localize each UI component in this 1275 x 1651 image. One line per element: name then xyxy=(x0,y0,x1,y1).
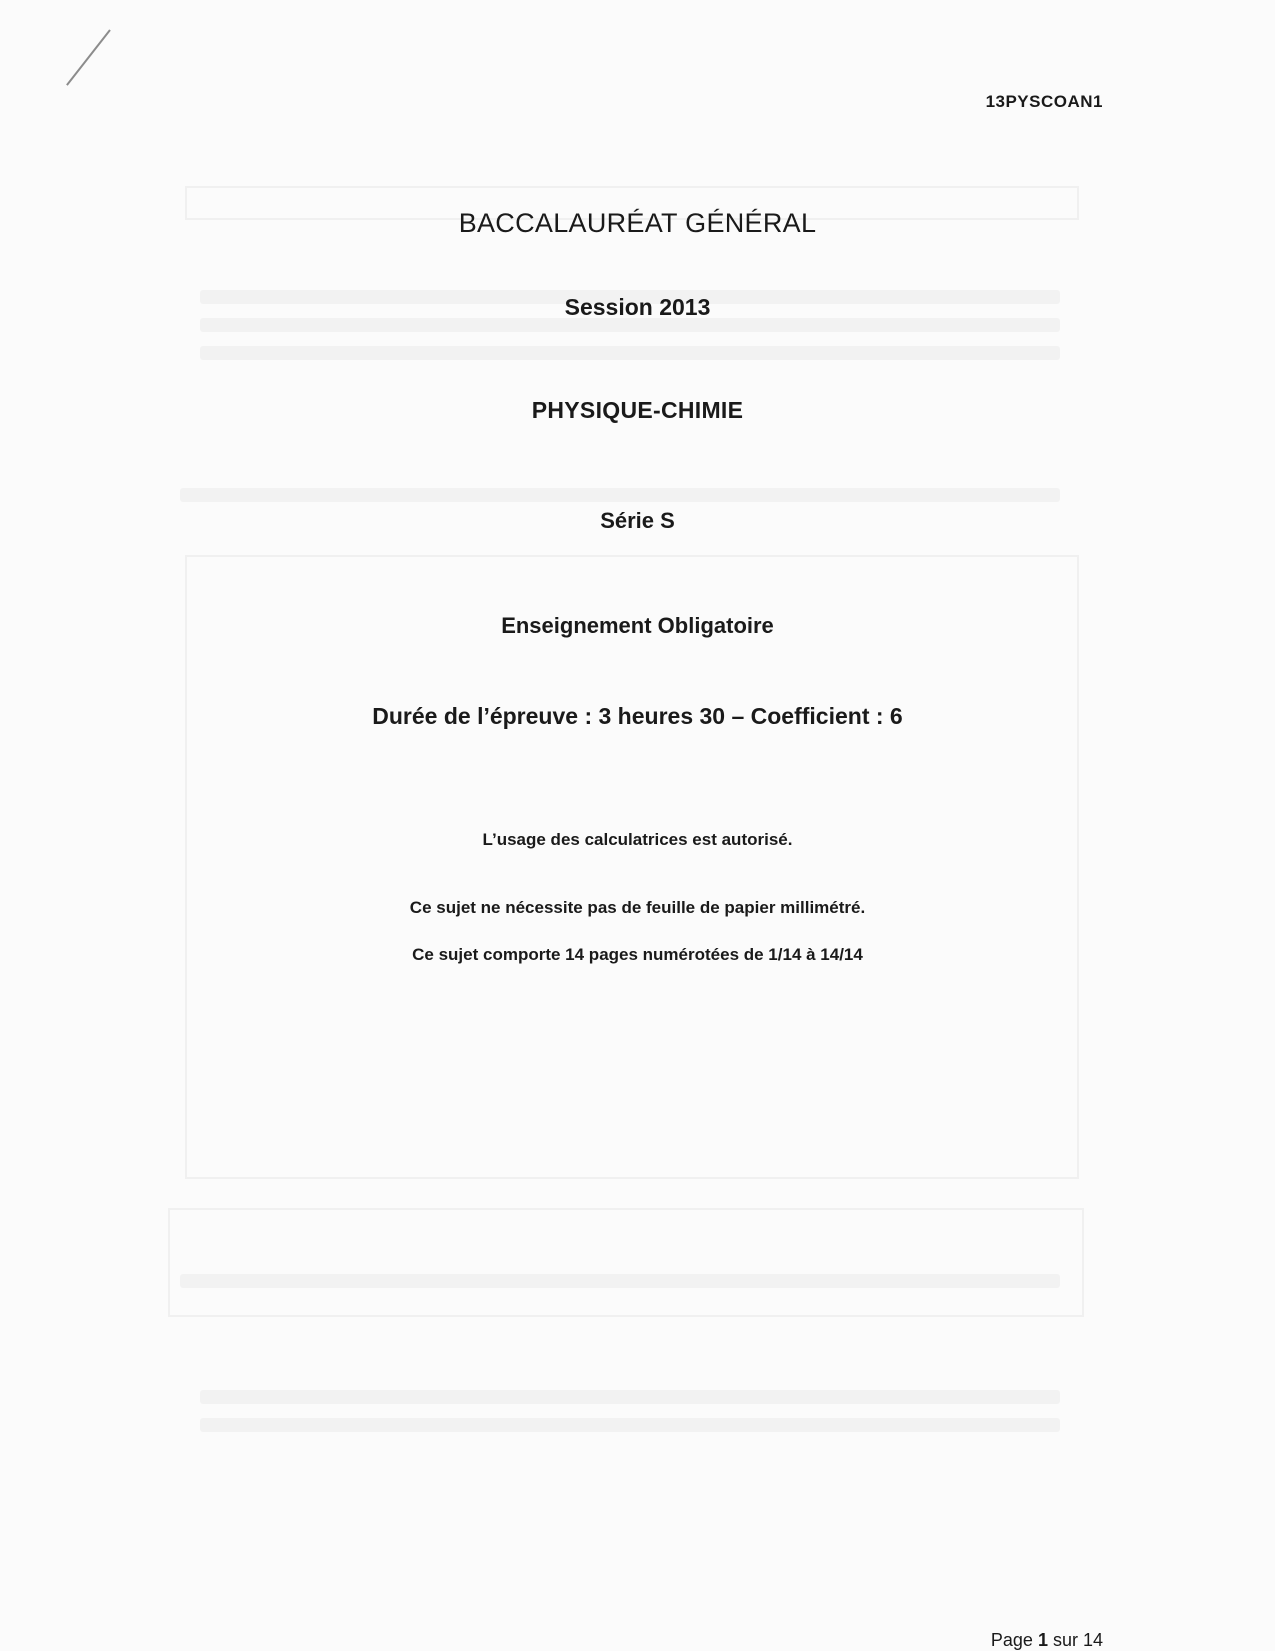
page-number xyxy=(991,1630,1103,1651)
bleed-through-line xyxy=(200,346,1060,360)
bleed-through-table xyxy=(185,555,1079,1179)
graph-paper-note: Ce sujet ne nécessite pas de feuille de papier millimétré. xyxy=(409,898,866,917)
exam-title: BACCALAURÉAT GÉNÉRAL xyxy=(458,208,817,238)
enseignement-label: Enseignement Obligatoire xyxy=(501,613,774,638)
bleed-through-line xyxy=(180,1274,1060,1288)
duration-coefficient: Durée de l’épreuve : 3 heures 30 – Coefficient : 6 xyxy=(372,703,903,729)
page-count-note: Ce sujet comporte 14 pages numérotées de 1/14 à 14/14 xyxy=(412,945,863,964)
page-current: 1 xyxy=(1037,1630,1048,1650)
bleed-through-line xyxy=(200,1390,1060,1404)
bleed-through-line xyxy=(180,488,1060,502)
subject-name: PHYSIQUE-CHIMIE xyxy=(531,397,744,423)
bleed-through-box xyxy=(168,1208,1084,1317)
subject-code: 13PYSCOAN1 xyxy=(985,92,1103,111)
serie-label: Série S xyxy=(600,508,675,533)
page-suffix: sur 14 xyxy=(1047,1630,1103,1650)
calculator-note: L’usage des calculatrices est autorisé. xyxy=(482,830,793,849)
page-prefix: Page xyxy=(990,1630,1038,1650)
bleed-through-line xyxy=(200,1418,1060,1432)
pen-mark xyxy=(66,29,111,85)
session-year: Session 2013 xyxy=(564,294,711,320)
